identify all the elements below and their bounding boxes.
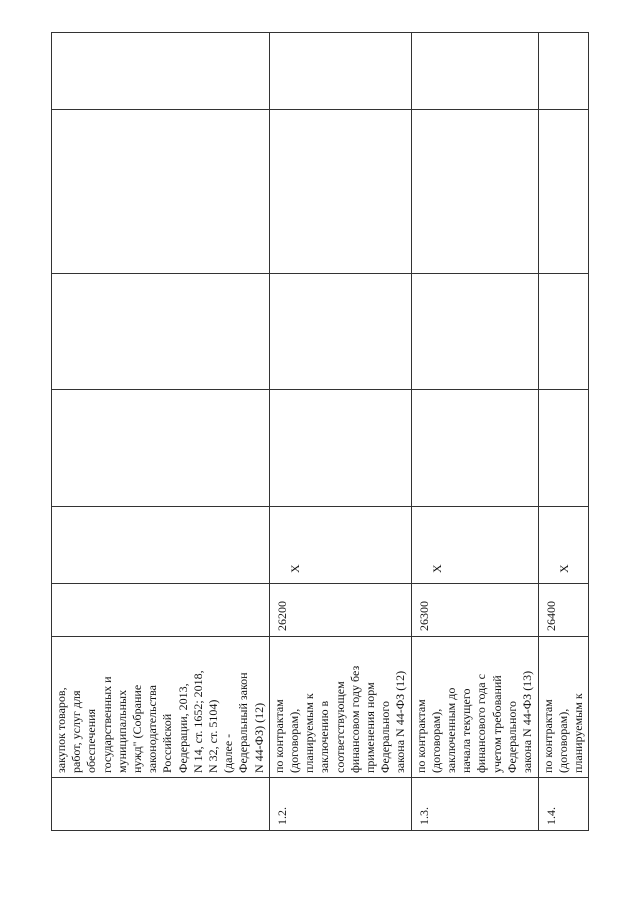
empty-cell (52, 274, 270, 390)
row-name: закупок товаров, работ, услуг для обеспечения государственных и муниципальных нужд" (Собрание законодательства Российской Федерации, 2013, N 14, ст. 1652; 2018, N 32, ст. 5104) (далее - Федеральный закон N 44-ФЗ) (12) (52, 637, 270, 778)
empty-cell (411, 110, 538, 274)
procurement-table (51, 32, 589, 831)
empty-cell (52, 110, 270, 274)
rotated-page (51, 33, 586, 831)
row-name: по контрактам (договорам), планируемым к (538, 637, 589, 778)
table-row (269, 33, 411, 831)
empty-cell (269, 274, 411, 390)
empty-cell (52, 33, 270, 110)
row-number: 1.2. (269, 778, 411, 831)
row-code: 26300 (411, 584, 538, 637)
row-code: 26200 (269, 584, 411, 637)
row-code: 26400 (538, 584, 589, 637)
row-mark: X (538, 507, 589, 584)
empty-cell (269, 390, 411, 507)
row-code (52, 584, 270, 637)
empty-cell (538, 110, 589, 274)
empty-cell (269, 110, 411, 274)
row-mark: X (269, 507, 411, 584)
table-row (538, 33, 589, 831)
row-mark (52, 507, 270, 584)
row-mark: X (411, 507, 538, 584)
empty-cell (411, 274, 538, 390)
empty-cell (538, 390, 589, 507)
empty-cell (269, 33, 411, 110)
row-name: по контрактам (договорам), планируемым к заключению в соответствующем финансовом году без применения норм Федерального закона N 44-ФЗ (12) (269, 637, 411, 778)
empty-cell (411, 33, 538, 110)
empty-cell (52, 390, 270, 507)
row-name: по контрактам (договорам), заключенным до начала текущего финансового года с учетом требований Федерального закона N 44-ФЗ (13) (411, 637, 538, 778)
empty-cell (538, 33, 589, 110)
row-number (52, 778, 270, 831)
row-number: 1.4. (538, 778, 589, 831)
table-row (411, 33, 538, 831)
empty-cell (411, 390, 538, 507)
table-row (52, 33, 270, 831)
empty-cell (538, 274, 589, 390)
row-number: 1.3. (411, 778, 538, 831)
